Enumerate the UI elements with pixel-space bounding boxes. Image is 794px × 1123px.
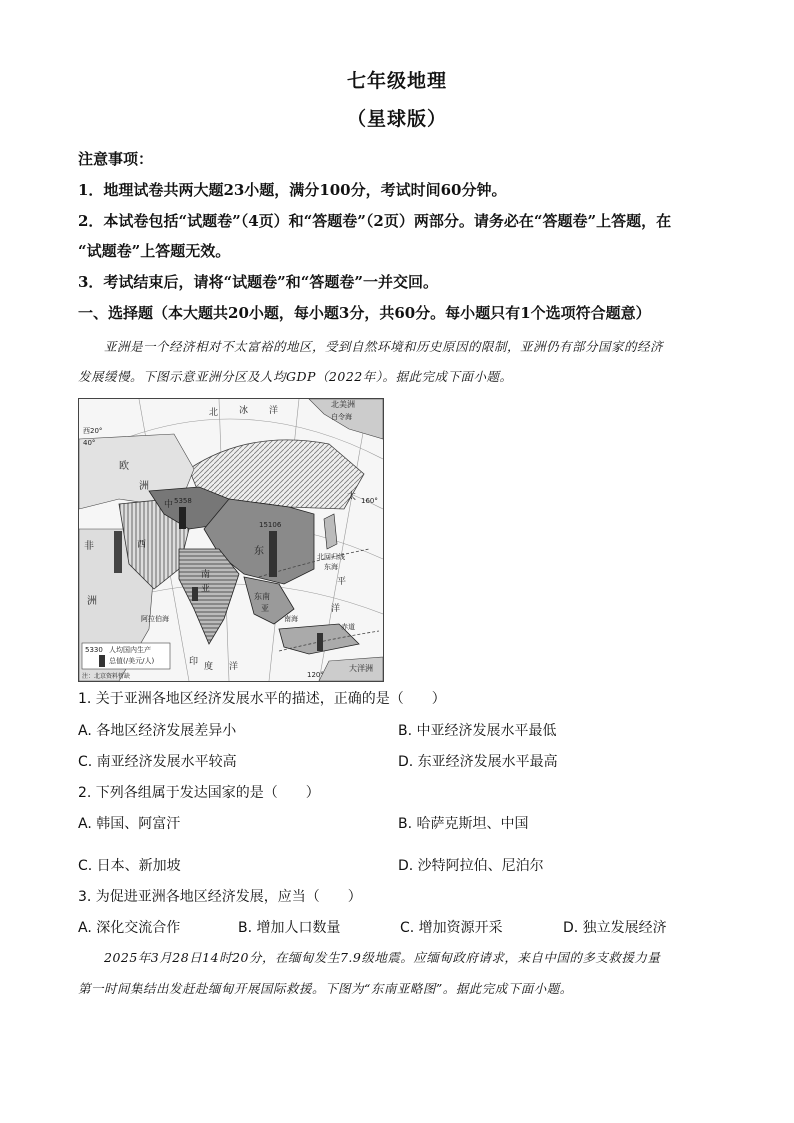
label-equator: 赤道 [341,623,355,631]
question-3-option-d[interactable]: D. 独立发展经济 [563,920,667,936]
gdp-bar-west-asia [114,531,122,573]
map-source-note: 注：北京资料暂缺 [82,673,131,680]
question-3-stem: 3. 为促进亚洲各地区经济发展，应当（ ） [78,889,362,905]
page-subtitle: （星球版） [346,108,447,130]
gdp-bar-central-asia [179,507,186,529]
label-ocean-ice: 冰 [239,406,249,416]
label-east-val: 15106 [259,521,282,529]
label-central-val: 5358 [174,497,192,505]
passage-1-line-1: 亚洲是一个经济相对不太富裕的地区，受到自然环境和历史原因的限制，亚洲仍有部分国家的经济 [104,339,664,354]
question-1-option-b[interactable]: B. 中亚经济发展水平最低 [398,723,557,739]
label-ocean-ice2: 洋 [269,406,279,416]
label-africa: 非 [84,541,94,552]
question-2-stem: 2. 下列各组属于发达国家的是（ ） [78,785,320,801]
asia-gdp-map [78,398,384,682]
note-item-3: 3．考试结束后，请将“试题卷”和“答题卷”一并交回。 [78,273,438,291]
question-2-option-b[interactable]: B. 哈萨克斯坦、中国 [398,816,529,832]
label-southeast: 东南 [254,592,270,601]
label-europe2: 洲 [139,481,149,492]
label-west: 西 [137,540,147,550]
passage-2-line-1: 2025年3月28日14时20分，在缅甸发生7.9级地震。应缅甸政府请求，来自中国的多支救援力量 [104,950,661,965]
label-south: 南 [201,570,211,580]
legend-text-2: 总值(/美元/人) [109,657,155,665]
map-legend [82,643,170,669]
label-east: 东 [254,546,264,557]
gdp-bar-east-asia [269,531,277,577]
label-south2: 亚 [201,584,211,594]
question-3-option-c[interactable]: C. 增加资源开采 [400,920,503,936]
label-tropic: 北回归线 [317,553,345,561]
note-item-1: 1．地理试卷共两大题23小题，满分100分，考试时间60分钟。 [78,181,507,199]
label-arctic: 北 [209,408,219,418]
note-item-2: 2．本试卷包括“试题卷”（4页）和“答题卷”（2页）两部分。请务必在“答题卷”上答题，在 [78,212,672,230]
section-heading: 一、选择题（本大题共20小题，每小题3分，共60分。每小题只有1个选项符合题意） [78,304,651,322]
label-oceania: 大洋洲 [349,664,373,673]
label-lon120: 120° [307,671,324,679]
question-2-option-c[interactable]: C. 日本、新加坡 [78,858,181,874]
label-pacific3: 洋 [331,604,341,614]
passage-1-line-2: 发展缓慢。下图示意亚洲分区及人均GDP（2022年）。据此完成下面小题。 [78,369,513,384]
question-1-option-d[interactable]: D. 东亚经济发展水平最高 [398,754,558,770]
label-sea-east: 东海 [324,563,338,571]
label-pacific: 太 [347,492,357,502]
label-bering: 白令海 [331,413,352,421]
label-arabian: 阿拉伯海 [141,615,169,623]
question-3-option-a[interactable]: A. 深化交流合作 [78,920,181,936]
question-1-option-a[interactable]: A. 各地区经济发展差异小 [78,723,237,739]
label-europe: 欧 [119,461,129,472]
gdp-bar-southeast-asia [317,633,323,651]
question-2-option-a[interactable]: A. 韩国、阿富汗 [78,816,181,832]
label-africa2: 洲 [87,596,97,607]
label-sea-south: 南海 [284,615,298,623]
question-1-stem: 1. 关于亚洲各地区经济发展水平的描述，正确的是（ ） [78,691,446,707]
label-indian2: 度 [204,662,214,672]
question-2-option-d[interactable]: D. 沙特阿拉伯、尼泊尔 [398,858,544,874]
label-pacific2: 平 [337,577,347,587]
label-north-america: 北美洲 [331,400,355,409]
notes-heading: 注意事项： [78,150,154,168]
note-item-2-cont: “试题卷”上答题无效。 [78,242,231,260]
legend-value: 5330 [85,646,103,654]
gdp-bar-south-asia [192,587,198,601]
question-1-option-c[interactable]: C. 南亚经济发展水平较高 [78,754,237,770]
label-west20: 西20° [83,427,103,435]
label-lon160: 160° [361,497,378,505]
label-central: 中 [164,500,174,510]
legend-text-1: 人均国内生产 [109,646,151,654]
question-3-option-b[interactable]: B. 增加人口数量 [238,920,341,936]
label-indian3: 洋 [229,662,239,672]
label-lon40: 40° [83,439,96,447]
page-title: 七年级地理 [346,70,447,92]
label-indian: 印 [189,657,199,667]
label-southeast2: 亚 [261,604,269,613]
passage-2-line-2: 第一时间集结出发赶赴缅甸开展国际救援。下图为“东南亚略图”。据此完成下面小题。 [78,981,573,996]
